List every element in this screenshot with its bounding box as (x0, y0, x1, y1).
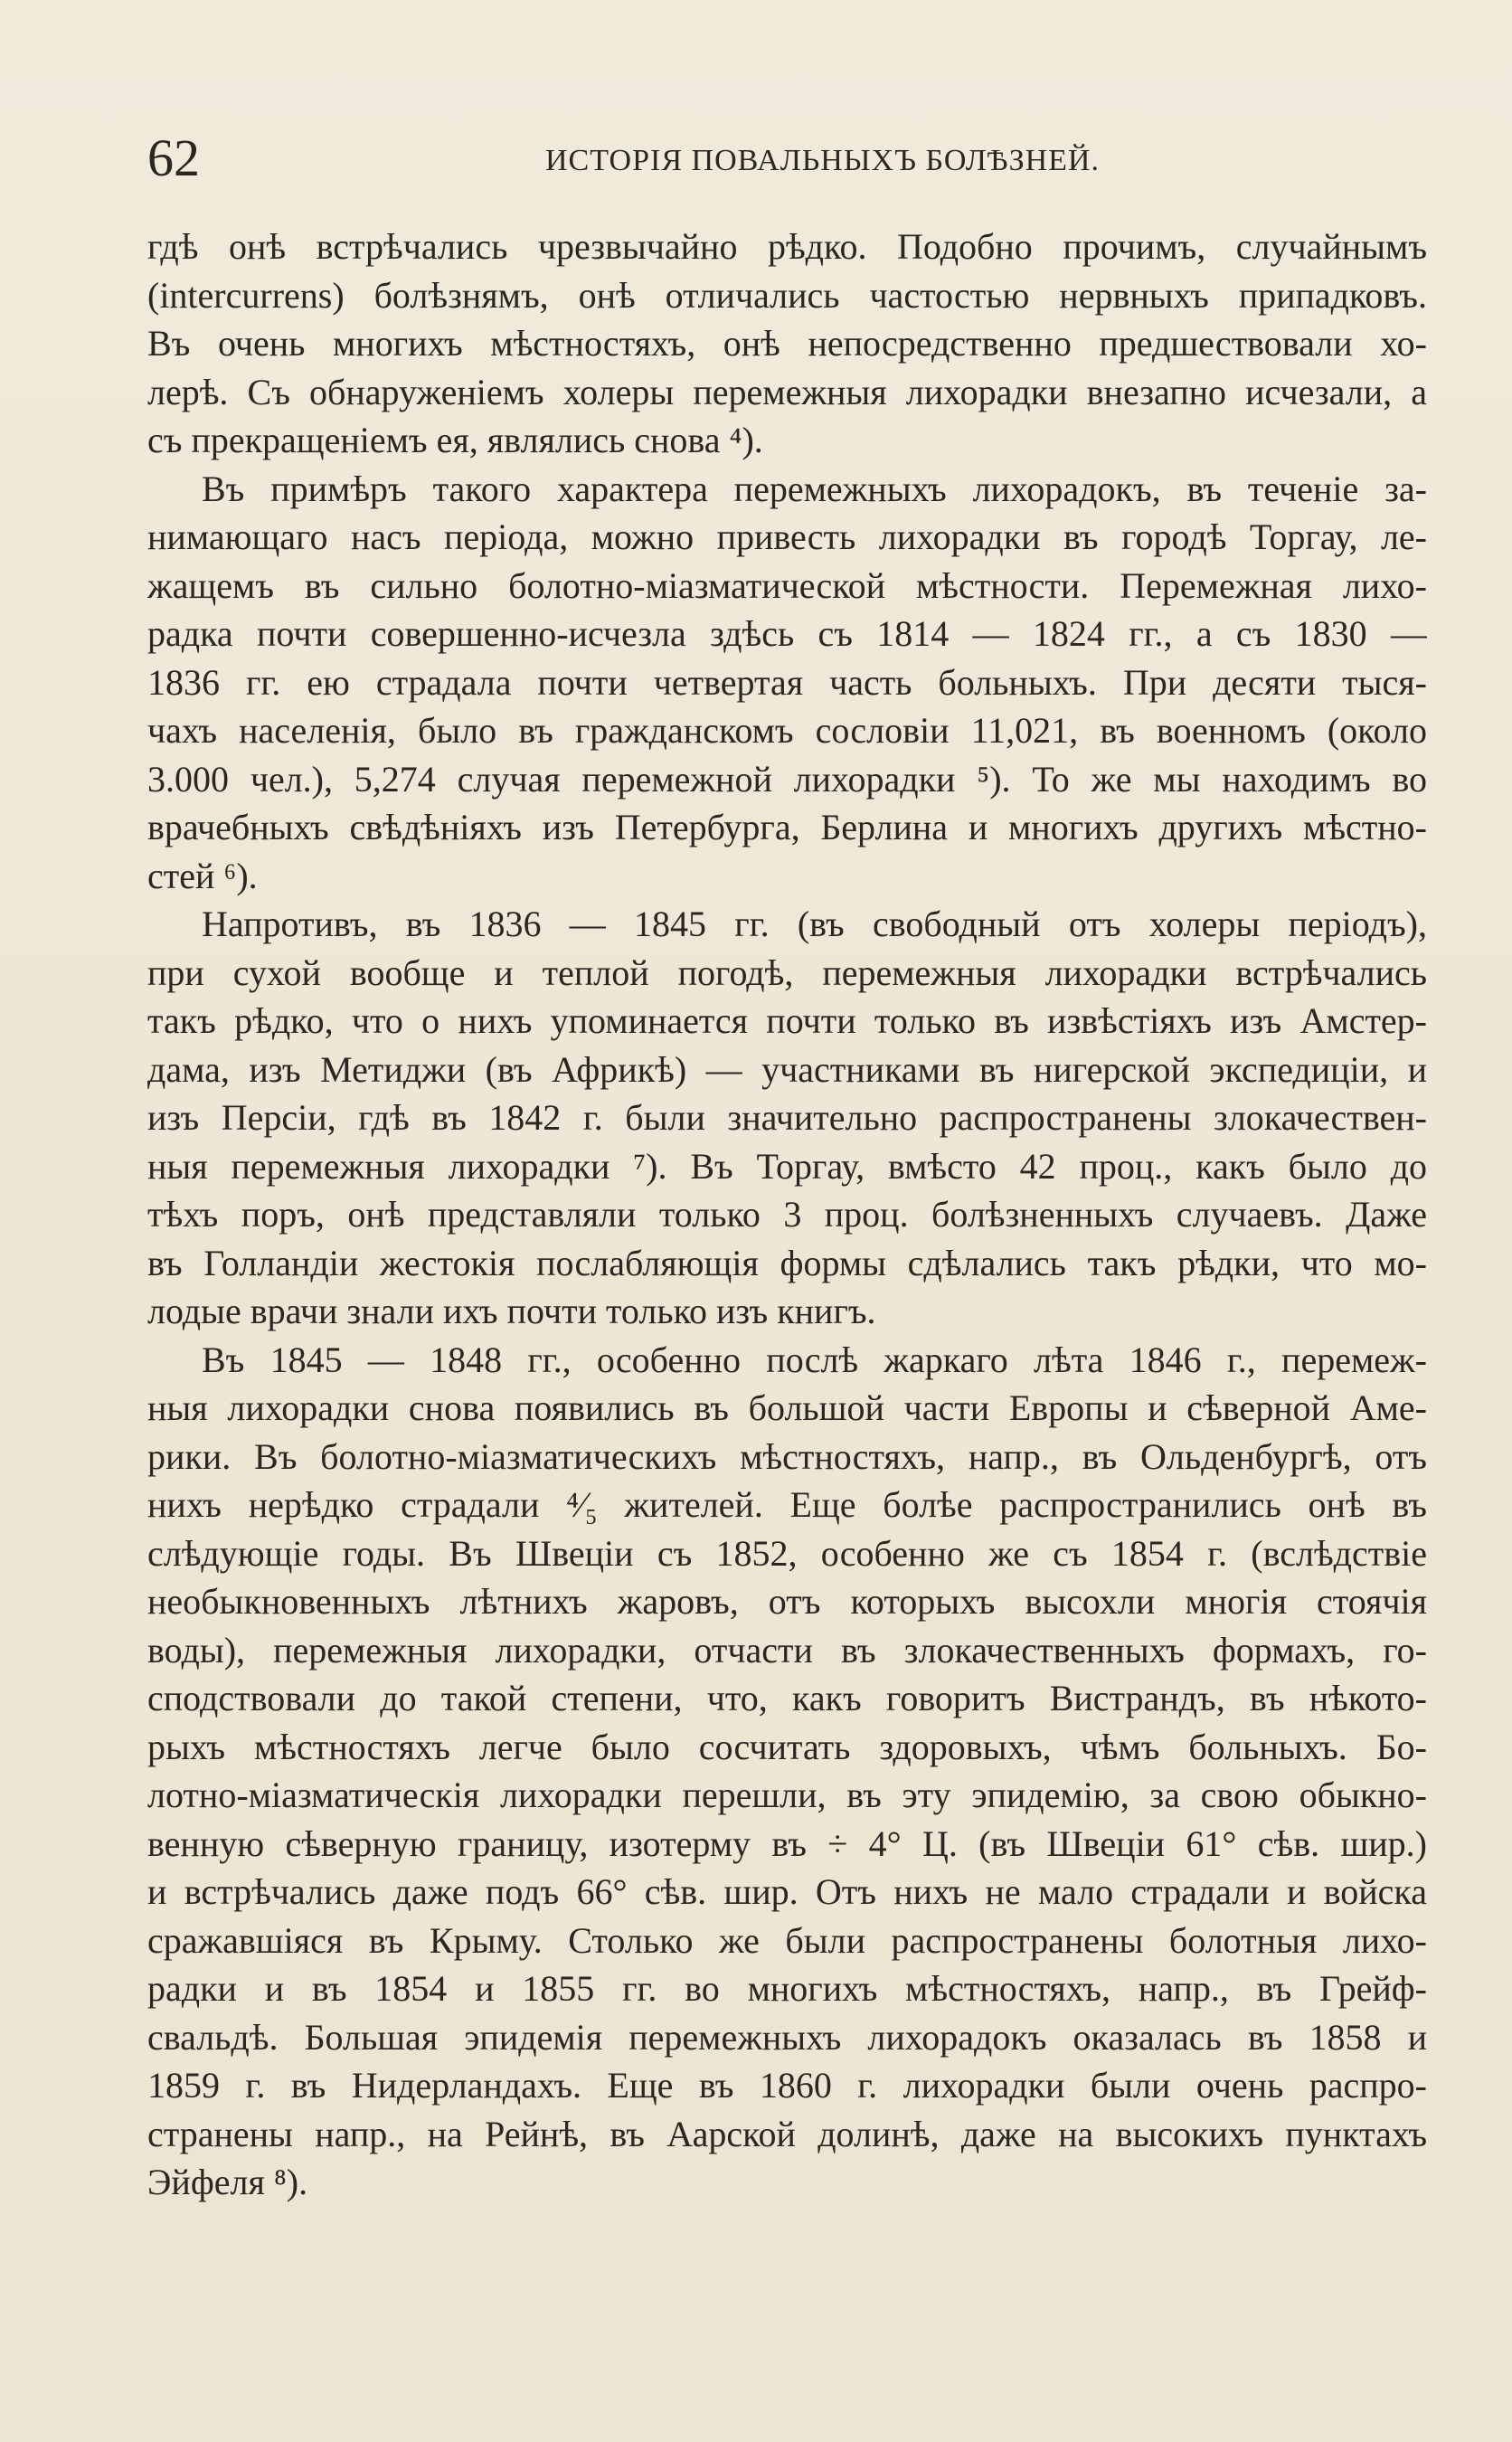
text-line: съ прекращеніемъ ея, являлись снова ⁴). (147, 420, 763, 460)
text-line: сподствовали до такой степени, что, какъ говоритъ Вистрандъ, въ нѣкото- (147, 1678, 1427, 1718)
text-line: венную сѣверную границу, изотерму въ ÷ 4° Ц. (въ Швеціи 61° сѣв. шир.) (147, 1822, 1427, 1864)
text-line: дама, изъ Метиджи (въ Африкѣ) — участниками въ нигерской экспедиціи, и (147, 1048, 1427, 1090)
text-line: странены напр., на Рейнѣ, въ Аарской долинѣ, даже на высокихъ пунктахъ (147, 2113, 1427, 2154)
text-line: жащемъ въ сильно болотно-міазматической мѣстности. Перемежная лихо- (147, 564, 1427, 606)
text-line: при сухой вообще и теплой погодѣ, перемежныя лихорадки встрѣчались (147, 951, 1427, 993)
text-line: Эйфеля ⁸). (147, 2162, 308, 2202)
paragraph-1 (147, 222, 1427, 465)
text-line: чахъ населенія, было въ гражданскомъ сословіи 11,021, въ военномъ (около (147, 710, 1427, 751)
paragraph-4 (147, 1336, 1427, 2207)
text-line: ныя лихорадки снова появились въ большой части Европы и сѣверной Аме- (147, 1387, 1427, 1428)
text-line: радки и въ 1854 и 1855 гг. во многихъ мѣстностяхъ, напр., въ Грейф- (147, 1968, 1427, 2009)
text-line: Въ примѣръ такого характера перемежныхъ лихорадокъ, въ теченіе за- (202, 468, 1427, 509)
text-line: Напротивъ, въ 1836 — 1845 гг. (въ свободный отъ холеры періодъ), (202, 904, 1427, 944)
text-line: тѣхъ поръ, онѣ представляли только 3 проц. болѣзненныхъ случаевъ. Даже (147, 1194, 1427, 1235)
body-text (147, 222, 1427, 2207)
text-line: стей ⁶). (147, 855, 258, 896)
text-line: гдѣ онѣ встрѣчались чрезвычайно рѣдко. Подобно прочимъ, случайнымъ (147, 226, 1427, 267)
text-line: сражавшіяся въ Крыму. Столько же были распространены болотныя лихо- (147, 1919, 1427, 1961)
page-number: 62 (147, 128, 200, 187)
text-line: Въ 1845 — 1848 гг., особенно послѣ жаркаго лѣта 1846 г., перемеж- (202, 1339, 1427, 1380)
text-line: слѣдующіе годы. Въ Швеціи съ 1852, особенно же съ 1854 г. (вслѣдствіе (147, 1532, 1427, 1574)
text-line: изъ Персіи, гдѣ въ 1842 г. были значительно распространены злокачествен- (147, 1097, 1427, 1138)
text-line: лерѣ. Съ обнаруженіемъ холеры перемежныя лихорадки внезапно исчезали, а (147, 371, 1427, 412)
text-line: въ Голландіи жестокія послабляющія формы сдѣлались такъ рѣдки, что мо- (147, 1242, 1427, 1283)
text-line: такъ рѣдко, что о нихъ упоминается почти только въ извѣстіяхъ изъ Амстер- (147, 1000, 1427, 1041)
text-line: 3.000 чел.), 5,274 случая перемежной лихорадки ⁵). То же мы находимъ во (147, 758, 1427, 800)
text-line: свальдѣ. Большая эпидемія перемежныхъ лихорадокъ оказалась въ 1858 и (147, 2016, 1427, 2058)
text-line: воды), перемежныя лихорадки, отчасти въ злокачественныхъ формахъ, го- (147, 1629, 1427, 1671)
text-line: нихъ нерѣдко страдали ⁴⁄₅ жителей. Еще болѣе распространились онѣ въ (147, 1484, 1427, 1525)
text-line: 1836 гг. ею страдала почти четвертая часть больныхъ. При десяти тыся- (147, 661, 1427, 703)
text-line: необыкновенныхъ лѣтнихъ жаровъ, отъ которыхъ высохли многія стоячія (147, 1581, 1427, 1622)
text-line: врачебныхъ свѣдѣніяхъ изъ Петербурга, Берлина и многихъ другихъ мѣстно- (147, 807, 1427, 847)
page-header (147, 127, 1427, 190)
text-line: (intercurrens) болѣзнямъ, онѣ отличались частостью нервныхъ припадковъ. (147, 274, 1427, 316)
running-title: ИСТОРІЯ ПОВАЛЬНЫХЪ БОЛѢЗНЕЙ. (545, 144, 1100, 177)
text-line: ныя перемежныя лихорадки ⁷). Въ Торгау, вмѣсто 42 проц., какъ было до (147, 1145, 1427, 1187)
paragraph-2 (147, 465, 1427, 901)
text-line: 1859 г. въ Нидерландахъ. Еще въ 1860 г. лихорадки были очень распро- (147, 2065, 1427, 2106)
text-line: Въ очень многихъ мѣстностяхъ, онѣ непосредственно предшествовали хо- (147, 323, 1427, 364)
text-line: и встрѣчались даже подъ 66° сѣв. шир. Отъ нихъ не мало страдали и войска (147, 1871, 1427, 1912)
text-line: лотно-міазматическія лихорадки перешли, въ эту эпидемію, за свою обыкно- (147, 1775, 1427, 1815)
text-line: нимающаго насъ періода, можно привесть лихорадки въ городѣ Торгау, ле- (147, 516, 1427, 557)
paragraph-3 (147, 900, 1427, 1336)
text-line: рыхъ мѣстностяхъ легче было сосчитать здоровыхъ, чѣмъ больныхъ. Бо- (147, 1726, 1427, 1767)
text-line: радка почти совершенно-исчезла здѣсь съ 1814 — 1824 гг., а съ 1830 — (147, 613, 1427, 654)
text-line: рики. Въ болотно-міазматическихъ мѣстностяхъ, напр., въ Ольденбургѣ, отъ (147, 1435, 1427, 1477)
text-line: лодые врачи знали ихъ почти только изъ книгъ. (147, 1291, 876, 1331)
